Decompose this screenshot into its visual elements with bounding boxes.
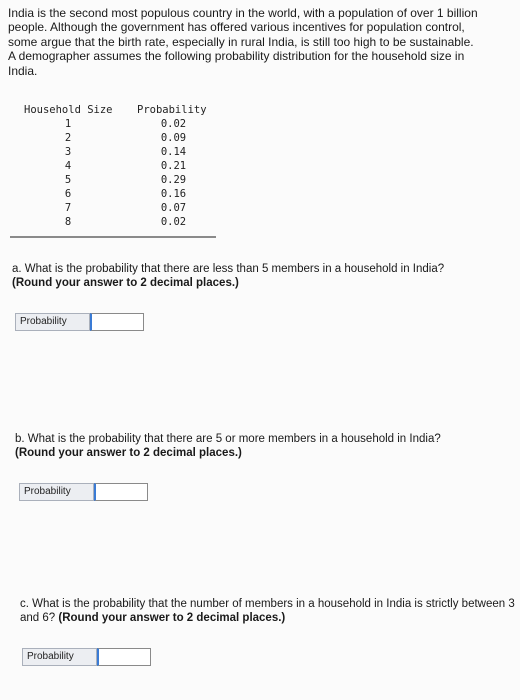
table-body: [10, 118, 216, 230]
table-row: [10, 132, 216, 146]
household-size-cell: 3: [64, 146, 72, 158]
probability-cell: 0.16: [160, 188, 187, 200]
table-row: [10, 174, 216, 188]
question-a-text: a. What is the probability that there are less than 5 members in a household in India?: [12, 263, 445, 275]
question-c: [20, 597, 515, 625]
question-c-instruction: (Round your answer to 2 decimal places.): [58, 612, 286, 624]
probability-cell: 0.14: [160, 146, 187, 158]
answer-c-group: [22, 648, 151, 666]
household-size-cell: 4: [64, 160, 72, 172]
question-a-instruction: (Round your answer to 2 decimal places.): [12, 277, 239, 289]
household-distribution-table: [10, 104, 216, 230]
answer-b-label: Probability: [19, 483, 94, 501]
table-row: [10, 160, 216, 174]
answer-a-input[interactable]: [90, 313, 144, 331]
table-header: [10, 104, 216, 118]
intro-line-1: India is the second most populous country in the world, with a population of over 1 billion: [8, 6, 478, 20]
household-size-cell: 7: [64, 202, 72, 214]
household-size-cell: 8: [64, 216, 72, 228]
table-row: [10, 188, 216, 202]
question-b-text: b. What is the probability that there are 5 or more members in a household in India?: [15, 433, 441, 445]
household-size-cell: 1: [64, 118, 72, 130]
household-size-cell: 2: [64, 132, 72, 144]
intro-line-2: people. Although the government has offered various incentives for population control,: [8, 20, 465, 35]
probability-cell: 0.07: [160, 202, 187, 214]
answer-b-input[interactable]: [94, 483, 148, 501]
header-household-size: Household Size: [24, 104, 113, 116]
answer-b-group: [19, 483, 148, 501]
question-c-text: c. What is the probability that the number of members in a household in India is strictly between 3 and 6?: [20, 598, 515, 624]
table-row: [10, 118, 216, 132]
question-b-instruction: (Round your answer to 2 decimal places.): [15, 447, 242, 459]
table-row: [10, 216, 216, 230]
intro-line-4: A demographer assumes the following probability distribution for the household size in: [8, 49, 465, 64]
probability-cell: 0.02: [160, 216, 187, 228]
table-bottom-rule: [10, 236, 216, 238]
probability-cell: 0.21: [160, 160, 187, 172]
answer-a-group: [15, 313, 144, 331]
answer-c-label: Probability: [22, 648, 97, 666]
table-row: [10, 146, 216, 160]
question-a: [12, 262, 512, 290]
household-size-cell: 6: [64, 188, 72, 200]
answer-a-label: Probability: [15, 313, 90, 331]
probability-cell: 0.29: [160, 174, 187, 186]
intro-line-5: India.: [8, 63, 38, 78]
problem-intro: [8, 6, 512, 78]
header-probability: Probability: [137, 104, 207, 116]
probability-cell: 0.09: [160, 132, 187, 144]
probability-cell: 0.02: [160, 118, 187, 130]
question-b: [15, 432, 515, 460]
household-size-cell: 5: [64, 174, 72, 186]
intro-line-3: some argue that the birth rate, especially in rural India, is still too high to be sustainable.: [8, 34, 474, 49]
answer-c-input[interactable]: [97, 648, 151, 666]
table-row: [10, 202, 216, 216]
